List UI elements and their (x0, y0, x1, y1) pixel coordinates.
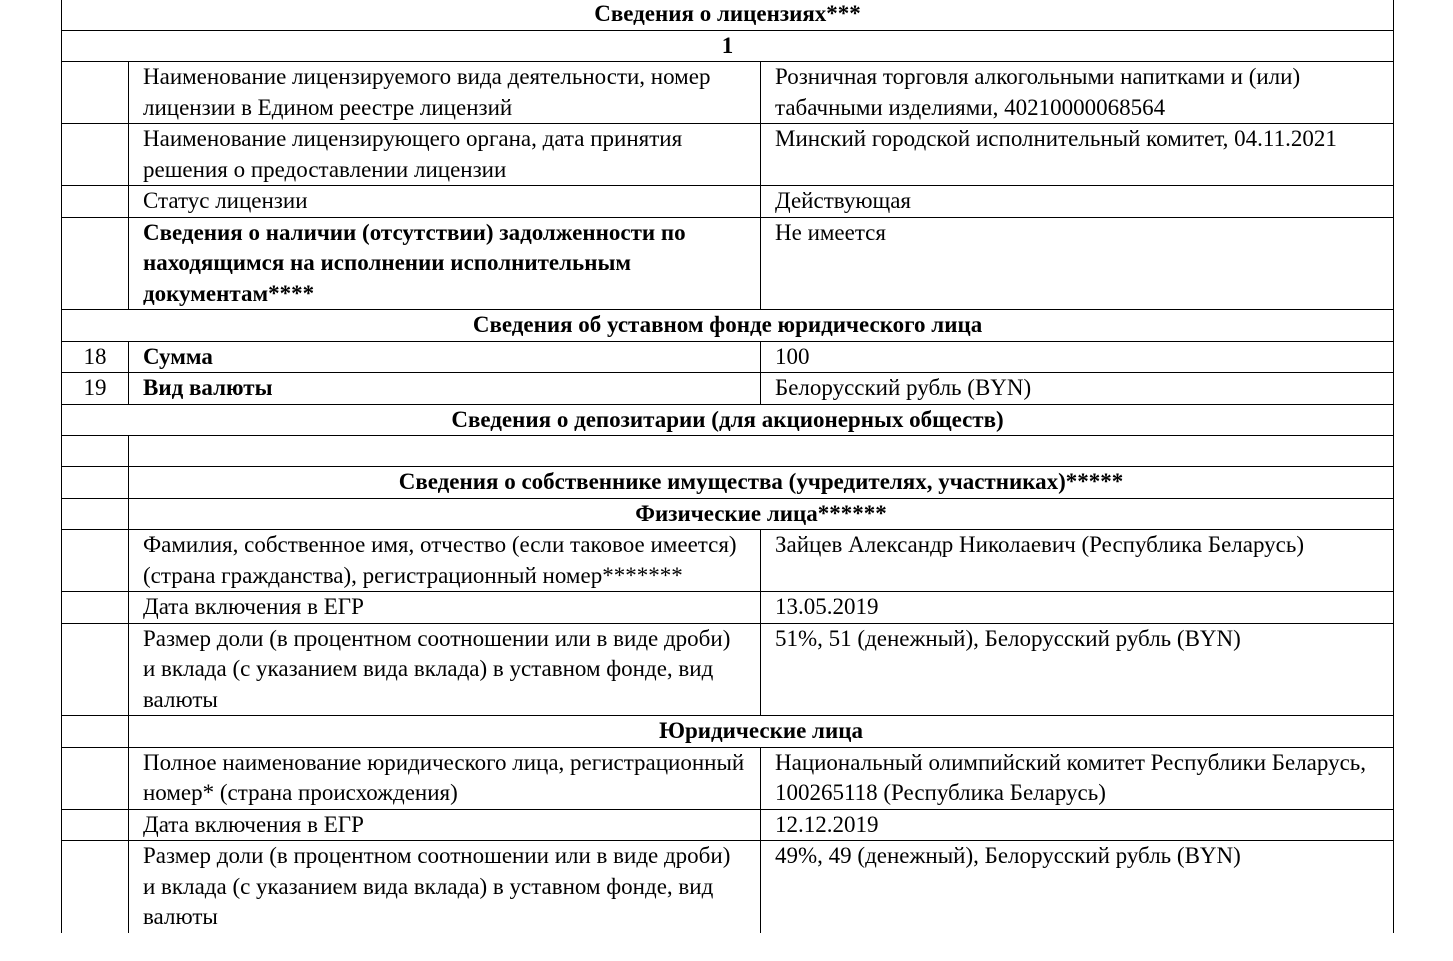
legal-entity-name-value: Национальный олимпийский комитет Республики Беларусь, 100265118 (Республика Беларусь) (761, 747, 1394, 809)
row-number-cell (62, 592, 129, 624)
row-number-18: 18 (62, 341, 129, 373)
individuals-header-row (62, 498, 1394, 530)
individual-name-label: Фамилия, собственное имя, отчество (если таковое имеется) (страна гражданства), регистрационный номер******* (129, 530, 761, 592)
row-number-cell (62, 498, 129, 530)
license-entry-number-row (62, 30, 1394, 62)
license-status-value: Действующая (761, 186, 1394, 218)
row-number-cell (62, 217, 129, 310)
charter-fund-amount-value: 100 (761, 341, 1394, 373)
licenses-section-title: Сведения о лицензиях*** (62, 0, 1394, 30)
charter-fund-currency-row (62, 373, 1394, 405)
license-authority-label: Наименование лицензирующего органа, дата принятия решения о предоставлении лицензии (129, 124, 761, 186)
individuals-title: Физические лица****** (129, 498, 1394, 530)
registry-extract-sheet (61, 0, 1393, 933)
legal-entity-name-label: Полное наименование юридического лица, регистрационный номер* (страна происхождения) (129, 747, 761, 809)
licenses-section-header-row (62, 0, 1394, 30)
individual-share-label: Размер доли (в процентном соотношении или в виде дроби) и вклада (с указанием вида вклада) в уставном фонде, вид валюты (129, 623, 761, 716)
depositary-empty-cell (129, 436, 1394, 467)
charter-fund-section-header-row (62, 310, 1394, 342)
legal-entity-egr-date-row (62, 809, 1394, 841)
license-authority-row (62, 124, 1394, 186)
row-number-19: 19 (62, 373, 129, 405)
legal-entities-header-row (62, 716, 1394, 748)
legal-entities-title: Юридические лица (129, 716, 1394, 748)
license-authority-value: Минский городской исполнительный комитет, 04.11.2021 (761, 124, 1394, 186)
charter-fund-amount-label: Сумма (129, 341, 761, 373)
license-activity-row (62, 62, 1394, 124)
charter-fund-currency-value: Белорусский рубль (BYN) (761, 373, 1394, 405)
row-number-cell (62, 436, 129, 467)
row-number-cell (62, 124, 129, 186)
license-status-row (62, 186, 1394, 218)
row-number-cell (62, 809, 129, 841)
charter-fund-section-title: Сведения об уставном фонде юридического лица (62, 310, 1394, 342)
legal-entity-name-row (62, 747, 1394, 809)
registry-table (61, 0, 1394, 933)
legal-entity-egr-date-value: 12.12.2019 (761, 809, 1394, 841)
individual-name-value: Зайцев Александр Николаевич (Республика Беларусь) (761, 530, 1394, 592)
individual-name-row (62, 530, 1394, 592)
depositary-section-header-row (62, 404, 1394, 436)
row-number-cell (62, 841, 129, 933)
legal-entity-share-row (62, 841, 1394, 933)
license-activity-value: Розничная торговля алкогольными напитками и (или) табачными изделиями, 40210000068564 (761, 62, 1394, 124)
row-number-cell (62, 186, 129, 218)
owners-section-title: Сведения о собственнике имущества (учредителях, участниках)***** (129, 467, 1394, 499)
legal-entity-egr-date-label: Дата включения в ЕГР (129, 809, 761, 841)
debt-value: Не имеется (761, 217, 1394, 310)
row-number-cell (62, 623, 129, 716)
depositary-section-title: Сведения о депозитарии (для акционерных обществ) (62, 404, 1394, 436)
charter-fund-amount-row (62, 341, 1394, 373)
legal-entity-share-label: Размер доли (в процентном соотношении или в виде дроби) и вклада (с указанием вида вклада) в уставном фонде, вид валюты (129, 841, 761, 933)
individual-egr-date-row (62, 592, 1394, 624)
row-number-cell (62, 467, 129, 499)
legal-entity-share-value: 49%, 49 (денежный), Белорусский рубль (BYN) (761, 841, 1394, 933)
depositary-empty-row (62, 436, 1394, 467)
row-number-cell (62, 716, 129, 748)
row-number-cell (62, 530, 129, 592)
individual-egr-date-value: 13.05.2019 (761, 592, 1394, 624)
charter-fund-currency-label: Вид валюты (129, 373, 761, 405)
debt-row (62, 217, 1394, 310)
row-number-cell (62, 747, 129, 809)
individual-share-row (62, 623, 1394, 716)
individual-share-value: 51%, 51 (денежный), Белорусский рубль (BYN) (761, 623, 1394, 716)
owners-section-header-row (62, 467, 1394, 499)
license-entry-number: 1 (62, 30, 1394, 62)
license-activity-label: Наименование лицензируемого вида деятельности, номер лицензии в Едином реестре лицензий (129, 62, 761, 124)
license-status-label: Статус лицензии (129, 186, 761, 218)
debt-label: Сведения о наличии (отсутствии) задолженности по находящимся на исполнении исполнительным документам**** (129, 217, 761, 310)
individual-egr-date-label: Дата включения в ЕГР (129, 592, 761, 624)
row-number-cell (62, 62, 129, 124)
